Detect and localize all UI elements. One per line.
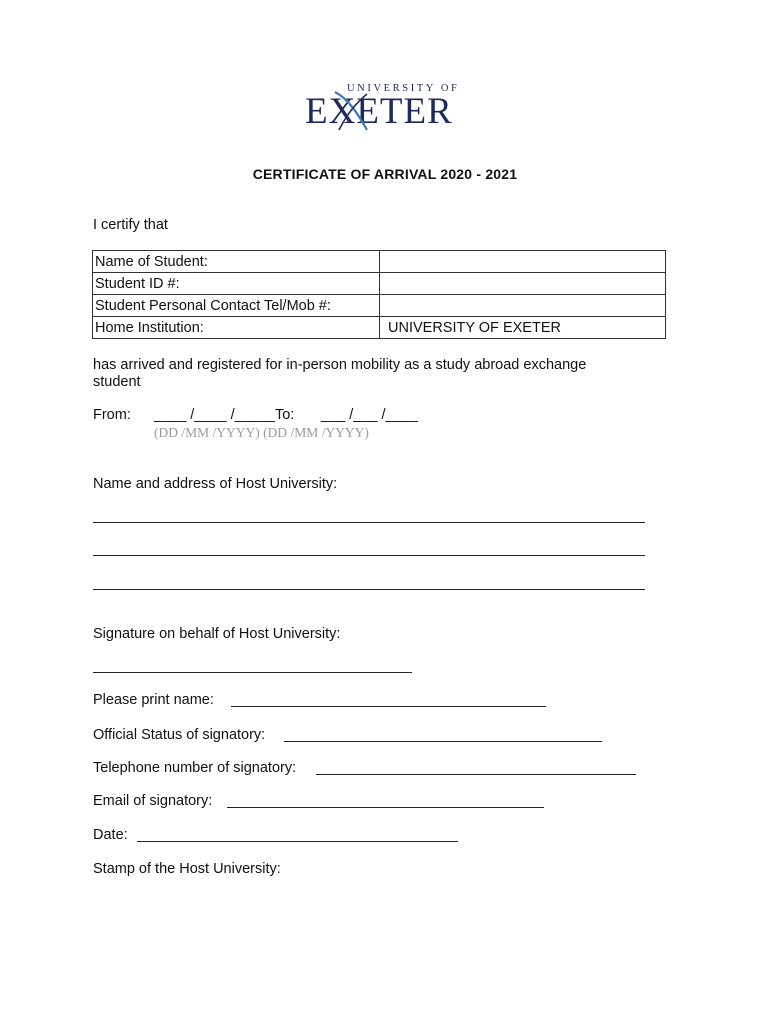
- table-label: Home Institution:: [93, 317, 380, 339]
- logo-swoosh-icon: [331, 88, 371, 134]
- telephone-line[interactable]: [316, 774, 636, 775]
- signature-line[interactable]: [93, 672, 412, 673]
- table-label: Student Personal Contact Tel/Mob #:: [93, 295, 380, 317]
- logo-top-text: UNIVERSITY OF: [347, 83, 460, 94]
- contact-field[interactable]: [380, 295, 666, 317]
- host-address-line[interactable]: [93, 555, 645, 556]
- university-logo: [305, 80, 470, 136]
- home-institution-field[interactable]: UNIVERSITY OF EXETER: [380, 317, 666, 339]
- official-status-line[interactable]: [284, 741, 602, 742]
- table-row: [93, 251, 666, 273]
- host-address-line[interactable]: [93, 589, 645, 590]
- arrival-text: has arrived and registered for in-person mobility as a study abroad exchange: [93, 357, 587, 373]
- date-line[interactable]: [137, 841, 458, 842]
- table-label: Student ID #:: [93, 273, 380, 295]
- table-label: Name of Student:: [93, 251, 380, 273]
- from-label: From:: [93, 407, 131, 423]
- to-date-blanks[interactable]: ___ /___ /____: [321, 407, 418, 423]
- certify-text: I certify that: [93, 217, 168, 233]
- host-university-label: Name and address of Host University:: [93, 476, 338, 492]
- date-label: Date:: [93, 827, 128, 843]
- print-name-label: Please print name:: [93, 692, 214, 708]
- student-id-field[interactable]: [380, 273, 666, 295]
- logo-main-text: EXETER: [305, 91, 453, 132]
- email-label: Email of signatory:: [93, 793, 213, 809]
- official-status-label: Official Status of signatory:: [93, 727, 266, 743]
- table-row: [93, 273, 666, 295]
- host-address-line[interactable]: [93, 522, 645, 523]
- table-row: [93, 317, 666, 339]
- email-line[interactable]: [227, 807, 544, 808]
- from-date-blanks[interactable]: ____ /____ /_____To:: [154, 407, 295, 423]
- table-row: [93, 295, 666, 317]
- print-name-line[interactable]: [231, 706, 546, 707]
- signature-label: Signature on behalf of Host University:: [93, 626, 341, 642]
- arrival-text-cont: student: [93, 374, 141, 390]
- date-format-hint: (DD /MM /YYYY) (DD /MM /YYYY): [154, 425, 369, 440]
- student-name-field[interactable]: [380, 251, 666, 273]
- telephone-label: Telephone number of signatory:: [93, 760, 297, 776]
- student-info-table: [92, 250, 666, 339]
- stamp-label: Stamp of the Host University:: [93, 861, 281, 877]
- document-title: CERTIFICATE OF ARRIVAL 2020 - 2021: [252, 166, 518, 182]
